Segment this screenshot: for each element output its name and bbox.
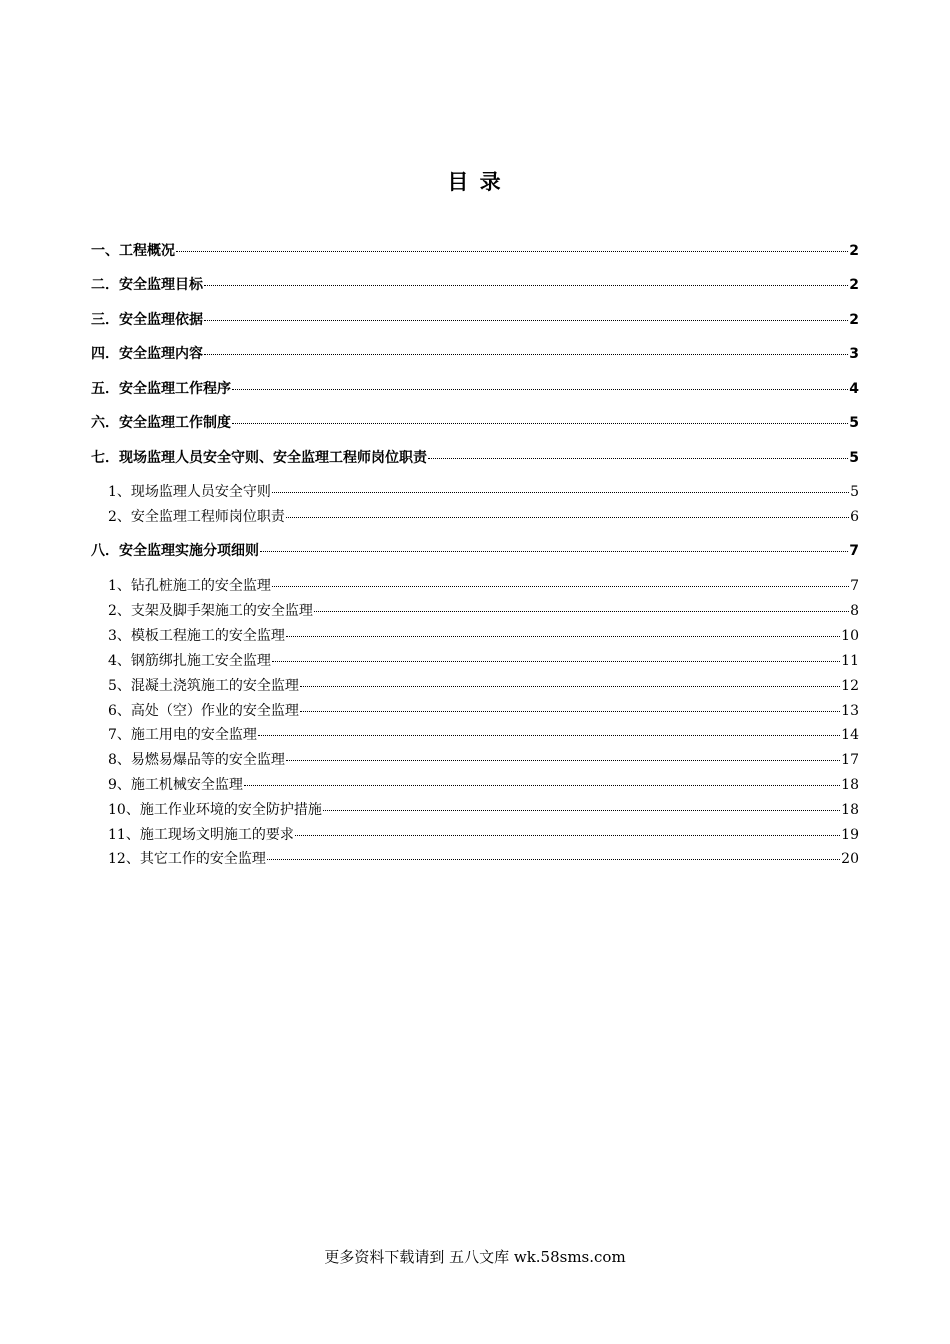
toc-entry-page: 18 [841, 802, 859, 818]
footer-note: 更多资料下载请到 五八文库 wk.58sms.com [324, 1248, 626, 1266]
toc-leader-dots [272, 586, 849, 587]
toc-leader-dots [267, 859, 840, 860]
toc-entry-label: 5、混凝土浇筑施工的安全监理 [108, 678, 299, 694]
toc-entry-label: 四．安全监理内容 [91, 346, 203, 362]
toc-entry[interactable] [91, 378, 859, 398]
toc-entry-page: 7 [850, 578, 859, 594]
toc-entry-page: 17 [841, 752, 859, 768]
toc-leader-dots [286, 636, 840, 637]
toc-entry[interactable] [108, 506, 859, 526]
toc-entry-label: 11、施工现场文明施工的要求 [108, 827, 294, 843]
toc-leader-dots [286, 517, 849, 518]
toc-entry-label: 3、模板工程施工的安全监理 [108, 628, 285, 644]
toc-leader-dots [300, 711, 840, 712]
toc-entry[interactable] [108, 481, 859, 501]
toc-entry[interactable] [108, 774, 859, 794]
toc-entry[interactable] [108, 625, 859, 645]
toc-entry-page: 14 [841, 727, 859, 743]
toc-entry[interactable] [91, 343, 859, 363]
toc-entry-page: 3 [849, 346, 859, 362]
toc-entry-label: 2、支架及脚手架施工的安全监理 [108, 603, 313, 619]
toc-leader-dots [258, 735, 840, 736]
toc-entry[interactable] [108, 824, 859, 844]
toc-entry-page: 8 [850, 603, 859, 619]
toc-entry-page: 10 [841, 628, 859, 644]
toc-entry-page: 5 [849, 415, 859, 431]
toc-entry[interactable] [91, 274, 859, 294]
toc-leader-dots [204, 320, 848, 321]
toc-entry-page: 18 [841, 777, 859, 793]
toc-entry-label: 二．安全监理目标 [91, 277, 203, 293]
toc-entry-page: 2 [849, 243, 859, 259]
toc-entry-label: 1、现场监理人员安全守则 [108, 484, 271, 500]
toc-entry-label: 7、施工用电的安全监理 [108, 727, 257, 743]
toc-entry-page: 2 [849, 312, 859, 328]
toc-entry-page: 12 [841, 678, 859, 694]
toc-leader-dots [204, 285, 848, 286]
toc-leader-dots [272, 661, 840, 662]
toc-entry-label: 六．安全监理工作制度 [91, 415, 231, 431]
toc-leader-dots [260, 551, 848, 552]
toc-entry[interactable] [108, 650, 859, 670]
toc-leader-dots [323, 810, 840, 811]
toc-entry-page: 13 [841, 703, 859, 719]
toc-entry[interactable] [108, 575, 859, 595]
toc-entry-label: 8、易燃易爆品等的安全监理 [108, 752, 285, 768]
toc-leader-dots [204, 354, 848, 355]
toc-entry-page: 5 [850, 484, 859, 500]
toc-entry[interactable] [108, 700, 859, 720]
toc-entry-label: 12、其它工作的安全监理 [108, 851, 266, 867]
toc-entry-page: 19 [841, 827, 859, 843]
toc-leader-dots [232, 389, 848, 390]
toc-entry[interactable] [91, 309, 859, 329]
toc-entry[interactable] [108, 848, 859, 868]
toc-entry-label: 4、钢筋绑扎施工安全监理 [108, 653, 271, 669]
toc-entry-label: 八．安全监理实施分项细则 [91, 543, 259, 559]
toc-entry-label: 10、施工作业环境的安全防护措施 [108, 802, 322, 818]
toc-entry[interactable] [108, 600, 859, 620]
toc-entry[interactable] [108, 724, 859, 744]
toc-entry[interactable] [108, 749, 859, 769]
toc-entry-label: 五．安全监理工作程序 [91, 381, 231, 397]
toc-leader-dots [314, 611, 849, 612]
page-title: 目 录 [447, 170, 503, 194]
toc-entry[interactable] [91, 240, 859, 260]
toc-entry-page: 2 [849, 277, 859, 293]
toc-entry[interactable] [108, 675, 859, 695]
toc-entry[interactable] [91, 447, 859, 467]
toc-entry-page: 11 [841, 653, 859, 669]
toc-leader-dots [428, 458, 848, 459]
toc-leader-dots [295, 835, 840, 836]
toc-entry-label: 9、施工机械安全监理 [108, 777, 243, 793]
toc-entry[interactable] [91, 540, 859, 560]
toc-leader-dots [300, 686, 840, 687]
toc-entry-label: 1、钻孔桩施工的安全监理 [108, 578, 271, 594]
toc-entry-label: 三．安全监理依据 [91, 312, 203, 328]
toc-entry[interactable] [91, 412, 859, 432]
toc-entry-page: 5 [849, 450, 859, 466]
toc-entry-page: 20 [841, 851, 859, 867]
toc-entry-page: 7 [849, 543, 859, 559]
toc-leader-dots [286, 760, 840, 761]
toc-leader-dots [176, 251, 848, 252]
toc-entry[interactable] [108, 799, 859, 819]
toc-entry-label: 6、高处（空）作业的安全监理 [108, 703, 299, 719]
toc-entry-label: 一、工程概况 [91, 243, 175, 259]
toc-leader-dots [232, 423, 848, 424]
toc-entry-page: 6 [850, 509, 859, 525]
toc-entry-page: 4 [849, 381, 859, 397]
toc-entry-label: 2、安全监理工程师岗位职责 [108, 509, 285, 525]
toc-entry-label: 七．现场监理人员安全守则、安全监理工程师岗位职责 [91, 450, 427, 466]
toc-leader-dots [244, 785, 840, 786]
toc-leader-dots [272, 492, 849, 493]
